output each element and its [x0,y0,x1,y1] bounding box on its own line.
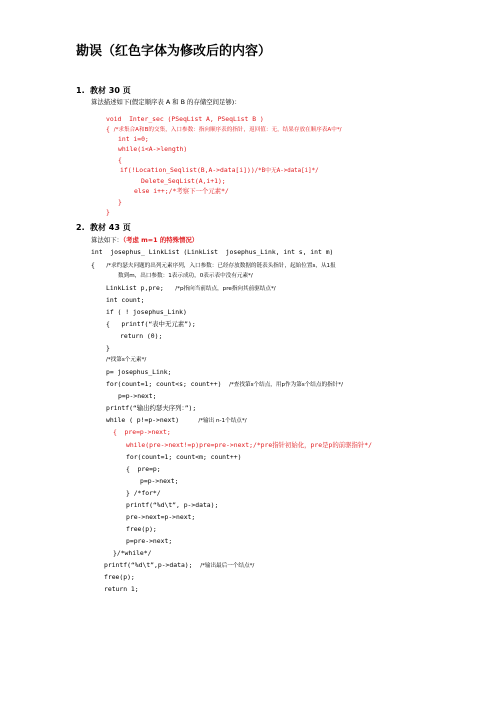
section-1-title: 教材 30 页 [90,86,131,95]
code-line: free(p); [126,525,157,533]
page-title: 勘误（红色字体为修改后的内容） [76,44,272,59]
code-line: while(i<A->length) [118,145,188,153]
code-line: int i=0; [118,135,149,143]
code-line: printf(“%d\t”, p->data); [126,501,219,509]
code-line: /*找第s个元素*/ [106,357,147,363]
code-line: } [106,208,110,216]
code-line: } [106,344,110,352]
code-line: { /*求约瑟夫问题的出列元素序列，入口参数：已经存放数据的链表头指针，起始位置s，从1报 [91,261,336,269]
code-line: for(count=1; count<s; count++) /*查找第s个结点，用p作为第s个结点的指针*/ [106,380,343,388]
code-line: } /*for*/ [126,489,161,497]
code-line: printf(“输出约瑟夫序列：”); [106,404,197,412]
code-line: int josephus_ LinkList (LinkList josephus_Link, int s, int m) [91,248,334,256]
code-line: p=p->next; [140,477,179,485]
code-line: 数到m，出口参数：1表示成功，0表示表中没有元素*/ [118,273,253,279]
code-line: for(count=1; count<m; count++) [126,453,242,461]
code-line: while(pre->next!=p)pre=pre->next;/*pre指针初始化，pre是p的前驱指针*/ [126,441,372,449]
section-2-number: 2. [76,223,85,232]
code-line: else i++;/*考察下一个元素*/ [134,187,229,195]
code-line: if(!Location_Seqlist(B,A->data[i]))/*B中无A->data[i]*/ [120,166,319,174]
section-2-title: 教材 43 页 [90,223,131,232]
section-1-heading [76,85,131,96]
section-1-number: 1. [76,86,85,95]
code-line: { printf(“表中无元素”); [106,320,196,328]
section-2-heading [76,222,131,233]
code-line: p= josephus_Link; [106,368,172,376]
code-line: LinkList p,pre; /*p指向当前结点，pre指向其前驱结点*/ [106,284,276,292]
code-line: return (0); [120,332,163,340]
code-line: } [118,198,122,206]
code-line: if ( ! josephus_Link) [106,308,187,316]
section-2-description: 算法如下：（考虑 m=1 的特殊情况） [91,236,199,244]
code-line: while ( p!=p->next) /*输出 n-1个结点*/ [106,416,247,424]
code-line: printf(“%d\t”,p->data); /*输出最后一个结点*/ [104,561,255,569]
code-line: Delete_SeqList(A,i+1); [141,177,226,185]
section-1-description: 算法描述如下(假定顺序表 A 和 B 的存储空间足够)： [91,98,241,106]
code-line: }/*while*/ [113,549,152,557]
code-line: free(p); [104,573,135,581]
code-line: void Inter_sec (PSeqList A, PSeqList B ) [106,115,264,123]
code-line: int count; [106,296,145,304]
code-line: { pre=p; [126,465,161,473]
code-line: return 1; [104,585,139,593]
special-case-note: （考虑 m=1 的特殊情况） [122,236,199,244]
code-line: { pre=p->next; [113,428,171,436]
code-line: pre->next=p->next; [126,513,196,521]
code-line: { /*求集合A和B的交集，入口参数：指向顺序表的指针，返回值：无，结果存放在顺序表A中*/ [106,125,342,133]
code-line: p=pre->next; [126,537,173,545]
code-line: p=p->next; [118,392,157,400]
code-line: { [118,156,122,164]
